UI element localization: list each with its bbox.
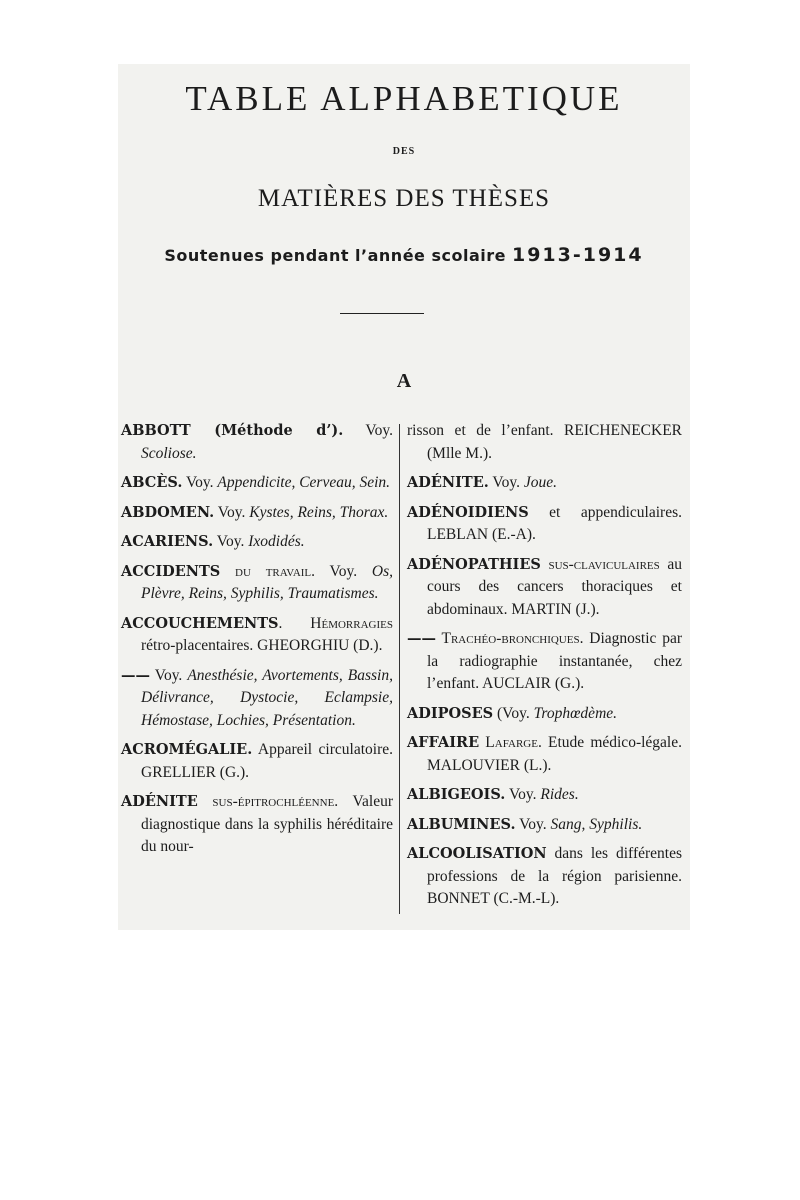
index-entry [407,420,682,465]
entry-punct: . [278,614,311,632]
entry-text: Diagnostic par la radiographie instantanée, chez l’enfant. AUCLAIR (G.). [427,630,682,692]
school-year-line [118,244,690,266]
entry-reference: Appendicite, Cerveau, Sein. [217,474,391,491]
index-entry [407,732,682,777]
entry-reference: Ixodidés. [248,533,305,550]
school-year: 1913-1914 [511,244,644,266]
entry-headword: ACCIDENTS [121,562,221,580]
entry-subheading: Hémorragies [310,614,393,632]
entry-headword: ADÉNITE. [407,474,489,491]
index-entry [407,502,682,547]
entry-text: dans les différentes professions de la région parisienne. BONNET (C.-M.-L). [427,845,682,907]
index-entry [121,472,393,495]
year-line-text: Soutenues pendant l’année scolaire [164,246,506,265]
entry-headword: ACROMÉGALIE. [121,741,253,758]
entry-text: et appendiculaires. LEBLAN (E.-A). [427,503,682,543]
entry-reference: Sang, Syphilis. [550,815,643,833]
entry-text: Etude médico-légale. MALOUVIER (L.). [427,734,682,774]
entry-text: (Voy. [493,704,534,722]
index-entry [121,502,393,525]
entry-reference: Trophœdème. [533,704,618,722]
index-entry [121,791,393,859]
entry-headword: ADÉNOIDIENS [407,503,529,521]
index-entry [407,814,682,837]
title-connector: DES [392,146,416,157]
index-entry [121,665,393,733]
entry-text: Voy. [343,422,393,439]
entry-headword: ALBUMINES. [407,815,516,833]
entry-text: Voy. [505,786,541,803]
entry-headword: —— [407,630,436,647]
title-rule [340,313,424,314]
index-entry [407,703,682,726]
entry-headword: ADIPOSES [407,704,494,722]
entry-headword: —— [121,666,150,684]
entry-subheading: sus-claviculaires [540,555,660,573]
index-entry [407,472,682,495]
entry-headword: ACCOUCHEMENTS [121,614,279,632]
entry-headword: ABCÈS. [121,474,183,491]
entry-subheading: Lafarge. [479,734,542,751]
entry-headword: ALCOOLISATION [407,845,547,862]
index-entry [121,739,393,784]
entry-reference: Anesthésie, Avortements, Bassin, Délivrance, Dystocie, Eclampsie, Hémostase, Lochies, Présentation. [141,666,393,729]
entry-text: Voy. [214,503,250,521]
entry-headword: ALBIGEOIS. [407,786,506,803]
entry-headword: ADÉNITE [121,793,198,810]
entry-text: Voy. [315,562,372,580]
entry-headword: ADÉNOPATHIES [407,555,541,573]
index-entry [407,843,682,911]
index-column-right [407,420,682,918]
section-letter: A [396,370,412,392]
entry-headword: ABBOTT (Méthode d’). [121,422,344,439]
index-entry [121,420,393,465]
entry-text: Voy. [150,666,188,684]
entry-text: Voy. [182,474,218,491]
document-page [118,64,690,930]
entry-headword: ACARIENS. [121,533,214,550]
index-entry [407,554,682,622]
entry-text: risson et de l’enfant. REICHENECKER (Mlle M.). [407,422,682,462]
entry-reference: Os, Plèvre, Reins, Syphilis, Traumatismes. [141,562,393,602]
column-divider [399,424,400,914]
entry-text: Valeur diagnostique dans la syphilis héréditaire du nour- [141,793,393,855]
entry-reference: Joue. [523,474,557,491]
entry-subheading: Trachéo-bronchiques. [436,630,584,647]
index-entry [407,784,682,807]
entry-text: rétro-placentaires. GHEORGHIU (D.). [141,637,383,654]
page-title: TABLE ALPHABETIQUE [185,79,623,118]
index-entry [407,628,682,696]
entry-subheading: du travail. [220,562,316,580]
index-entry [121,561,393,606]
entry-subheading: sus-épitrochléenne. [197,793,339,810]
entry-text: au cours des cancers thoraciques et abdominaux. MARTIN (J.). [427,555,682,618]
entry-headword: AFFAIRE [407,734,480,751]
index-column-left [121,420,393,866]
entry-reference: Kystes, Reins, Thorax. [249,503,389,521]
index-entry [121,531,393,554]
entry-text: Voy. [213,533,249,550]
entry-text: Voy. [488,474,524,491]
entry-text: Appareil circulatoire. GRELLIER (G.). [141,741,393,781]
entry-text: Voy. [515,815,551,833]
index-entry [121,613,393,658]
entry-headword: ABDOMEN. [121,503,215,521]
entry-reference: Scoliose. [141,444,197,462]
page-subtitle: MATIÈRES DES THÈSES [257,185,551,212]
entry-reference: Rides. [540,786,579,803]
